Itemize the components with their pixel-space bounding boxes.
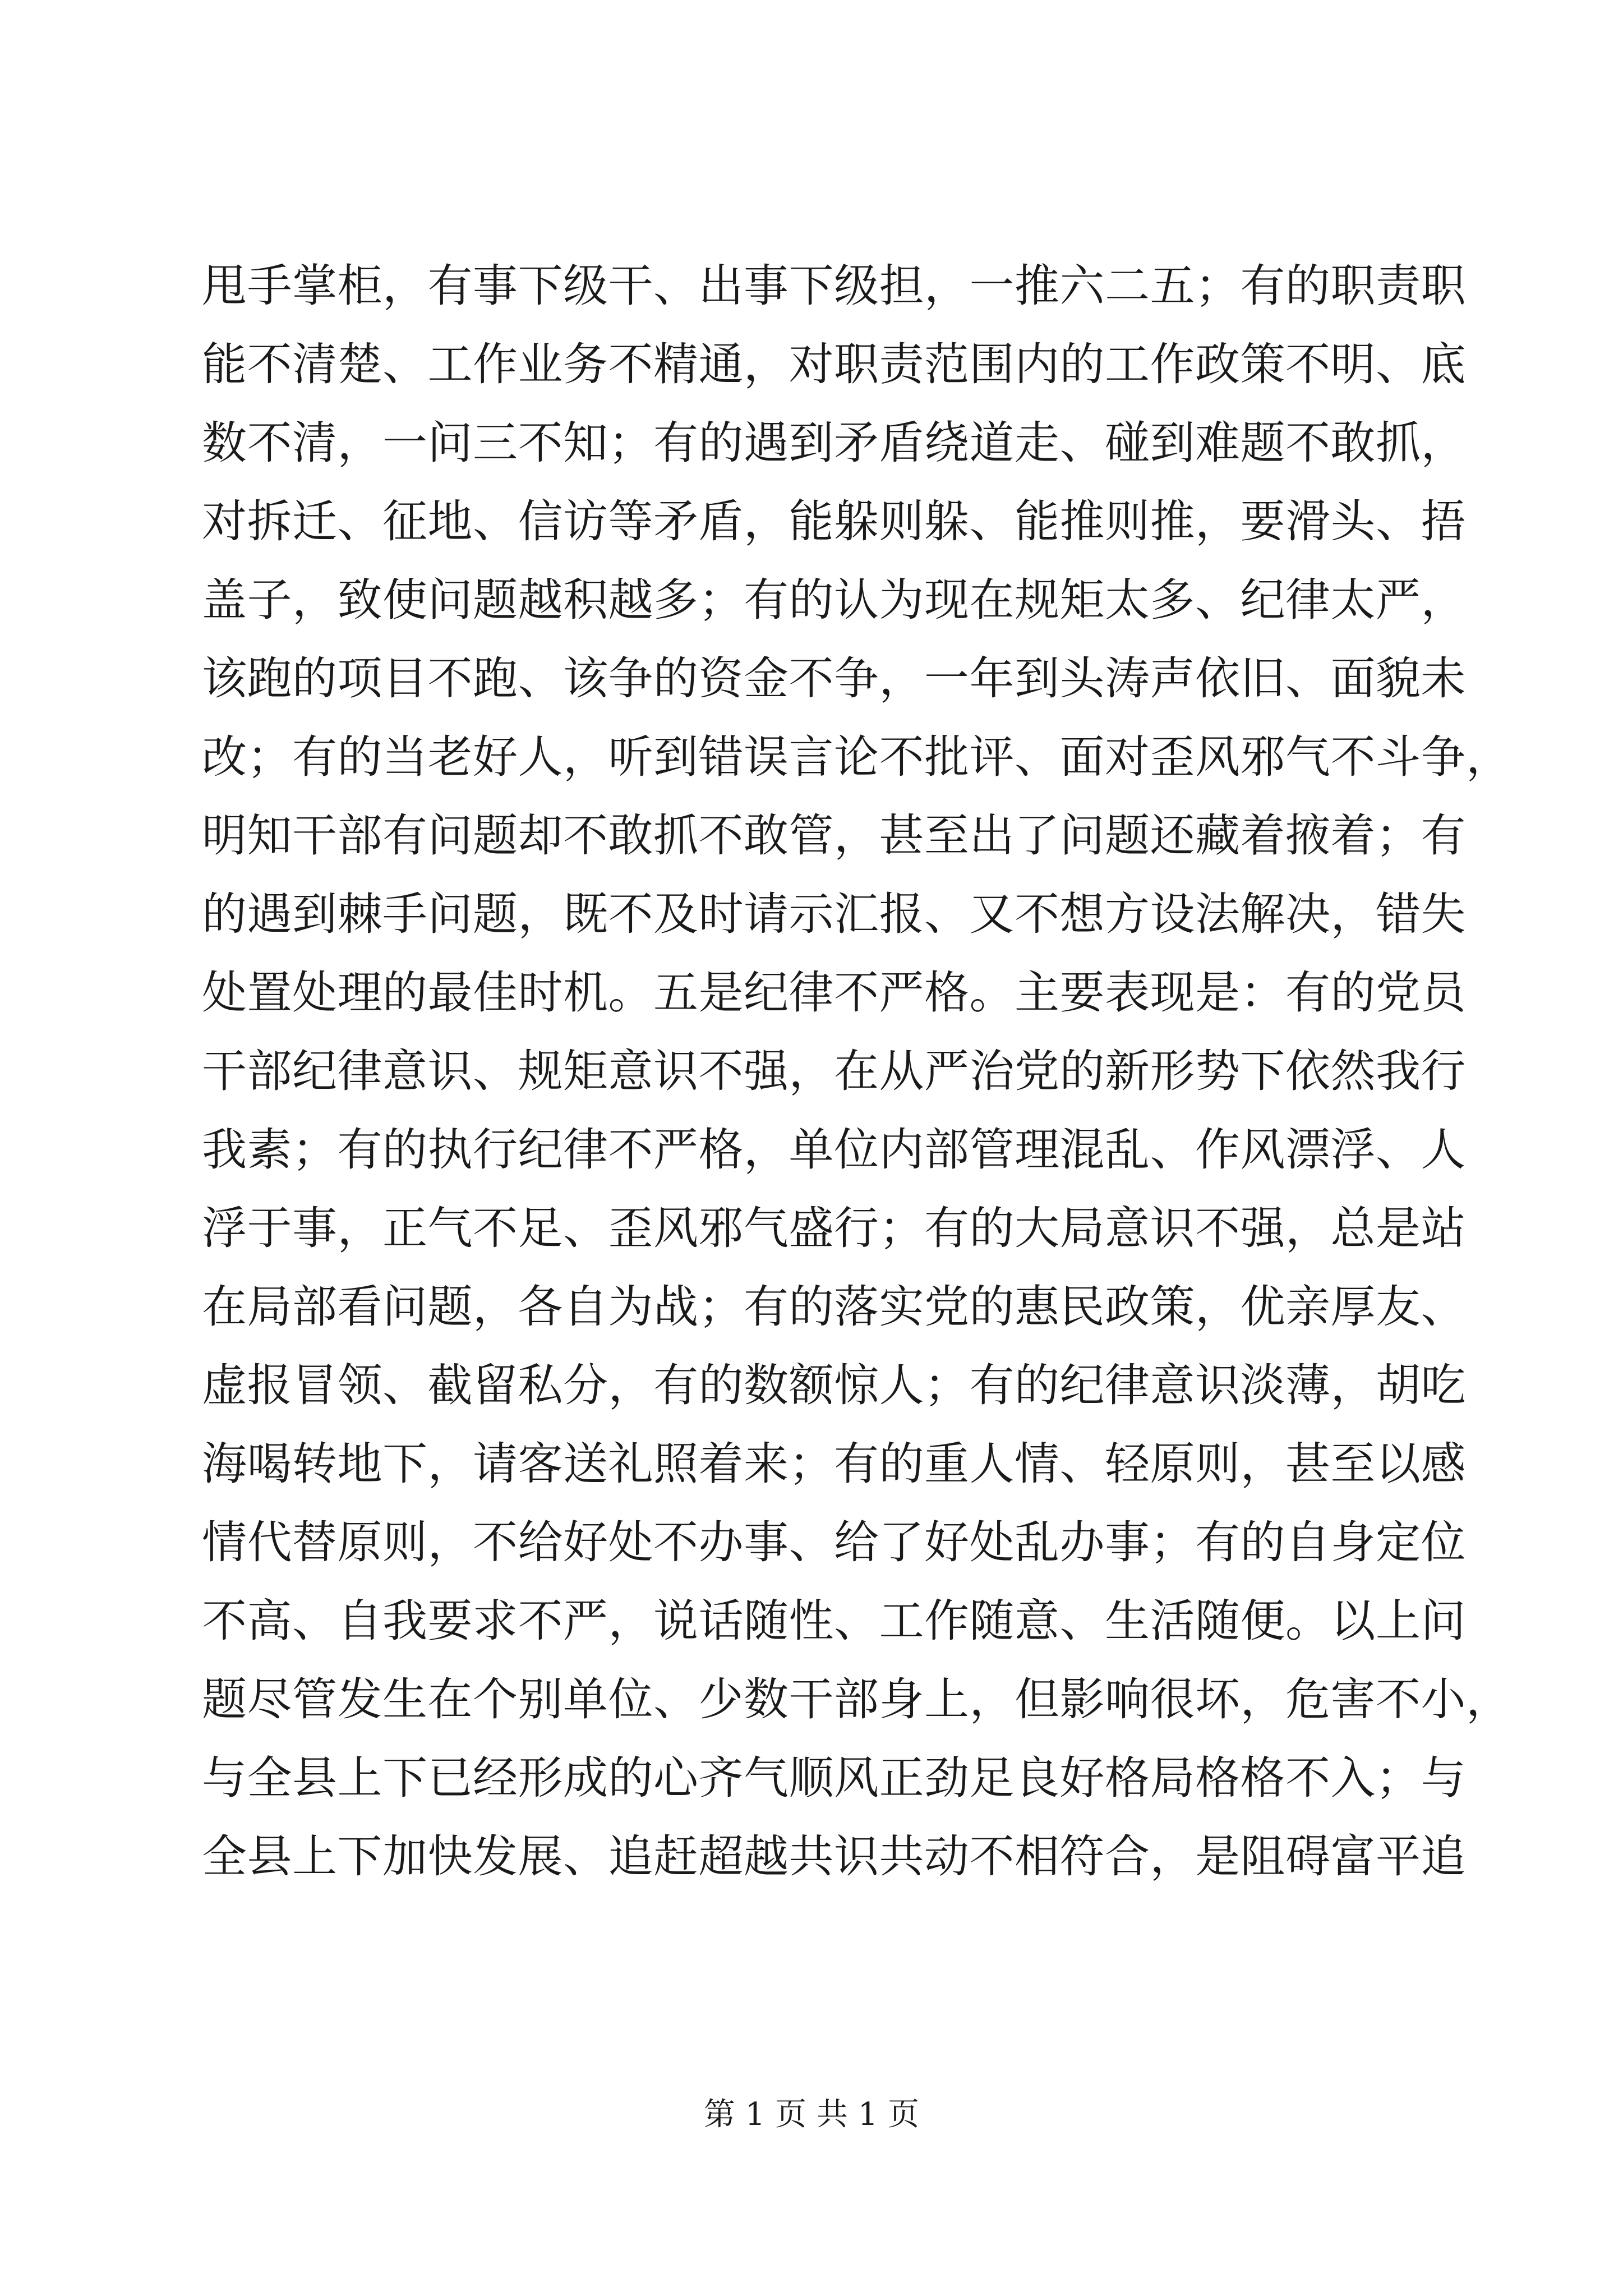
page-number-footer: 第 1 页 共 1 页 [703,2096,920,2133]
text-line: 对拆迁、征地、信访等矛盾，能躲则躲、能推则推，要滑头、捂 [202,495,1466,547]
text-line: 甩手掌柜，有事下级干、出事下级担，一推六二五；有的职责职 [202,260,1466,312]
text-line: 海喝转地下，请客送礼照着来；有的重人情、轻原则，甚至以感 [202,1438,1466,1490]
text-line: 与全县上下已经形成的心齐气顺风正劲足良好格局格格不入；与 [202,1752,1466,1804]
text-line: 全县上下加快发展、追赶超越共识共动不相符合，是阻碍富平追 [202,1830,1466,1883]
text-line: 干部纪律意识、规矩意识不强，在从严治党的新形势下依然我行 [202,1045,1466,1097]
text-line: 能不清楚、工作业务不精通，对职责范围内的工作政策不明、底 [202,338,1466,390]
text-line: 情代替原则，不给好处不办事、给了好处乱办事；有的自身定位 [202,1516,1466,1568]
text-line: 浮于事，正气不足、歪风邪气盛行；有的大局意识不强，总是站 [202,1202,1466,1254]
text-line: 虚报冒领、截留私分，有的数额惊人；有的纪律意识淡薄，胡吃 [202,1359,1466,1411]
text-line: 盖子，致使问题越积越多；有的认为现在规矩太多、纪律太严， [202,574,1466,626]
text-line: 不高、自我要求不严，说话随性、工作随意、生活随便。以上问 [202,1595,1466,1647]
text-line: 在局部看问题，各自为战；有的落实党的惠民政策，优亲厚友、 [202,1281,1466,1333]
text-line: 明知干部有问题却不敢抓不敢管，甚至出了问题还藏着掖着；有 [202,809,1466,862]
text-line: 的遇到棘手问题，既不及时请示汇报、又不想方设法解决，错失 [202,888,1466,940]
text-line: 题尽管发生在个别单位、少数干部身上，但影响很坏，危害不小， [202,1673,1511,1726]
text-line: 我素；有的执行纪律不严格，单位内部管理混乱、作风漂浮、人 [202,1124,1466,1176]
text-line: 处置处理的最佳时机。五是纪律不严格。主要表现是：有的党员 [202,967,1466,1019]
text-line: 改；有的当老好人，听到错误言论不批评、面对歪风邪气不斗争， [202,731,1511,783]
text-line: 数不清，一问三不知；有的遇到矛盾绕道走、碰到难题不敢抓， [202,417,1466,469]
text-line: 该跑的项目不跑、该争的资金不争，一年到头涛声依旧、面貌未 [202,652,1466,705]
body-paragraph [202,247,1511,1896]
